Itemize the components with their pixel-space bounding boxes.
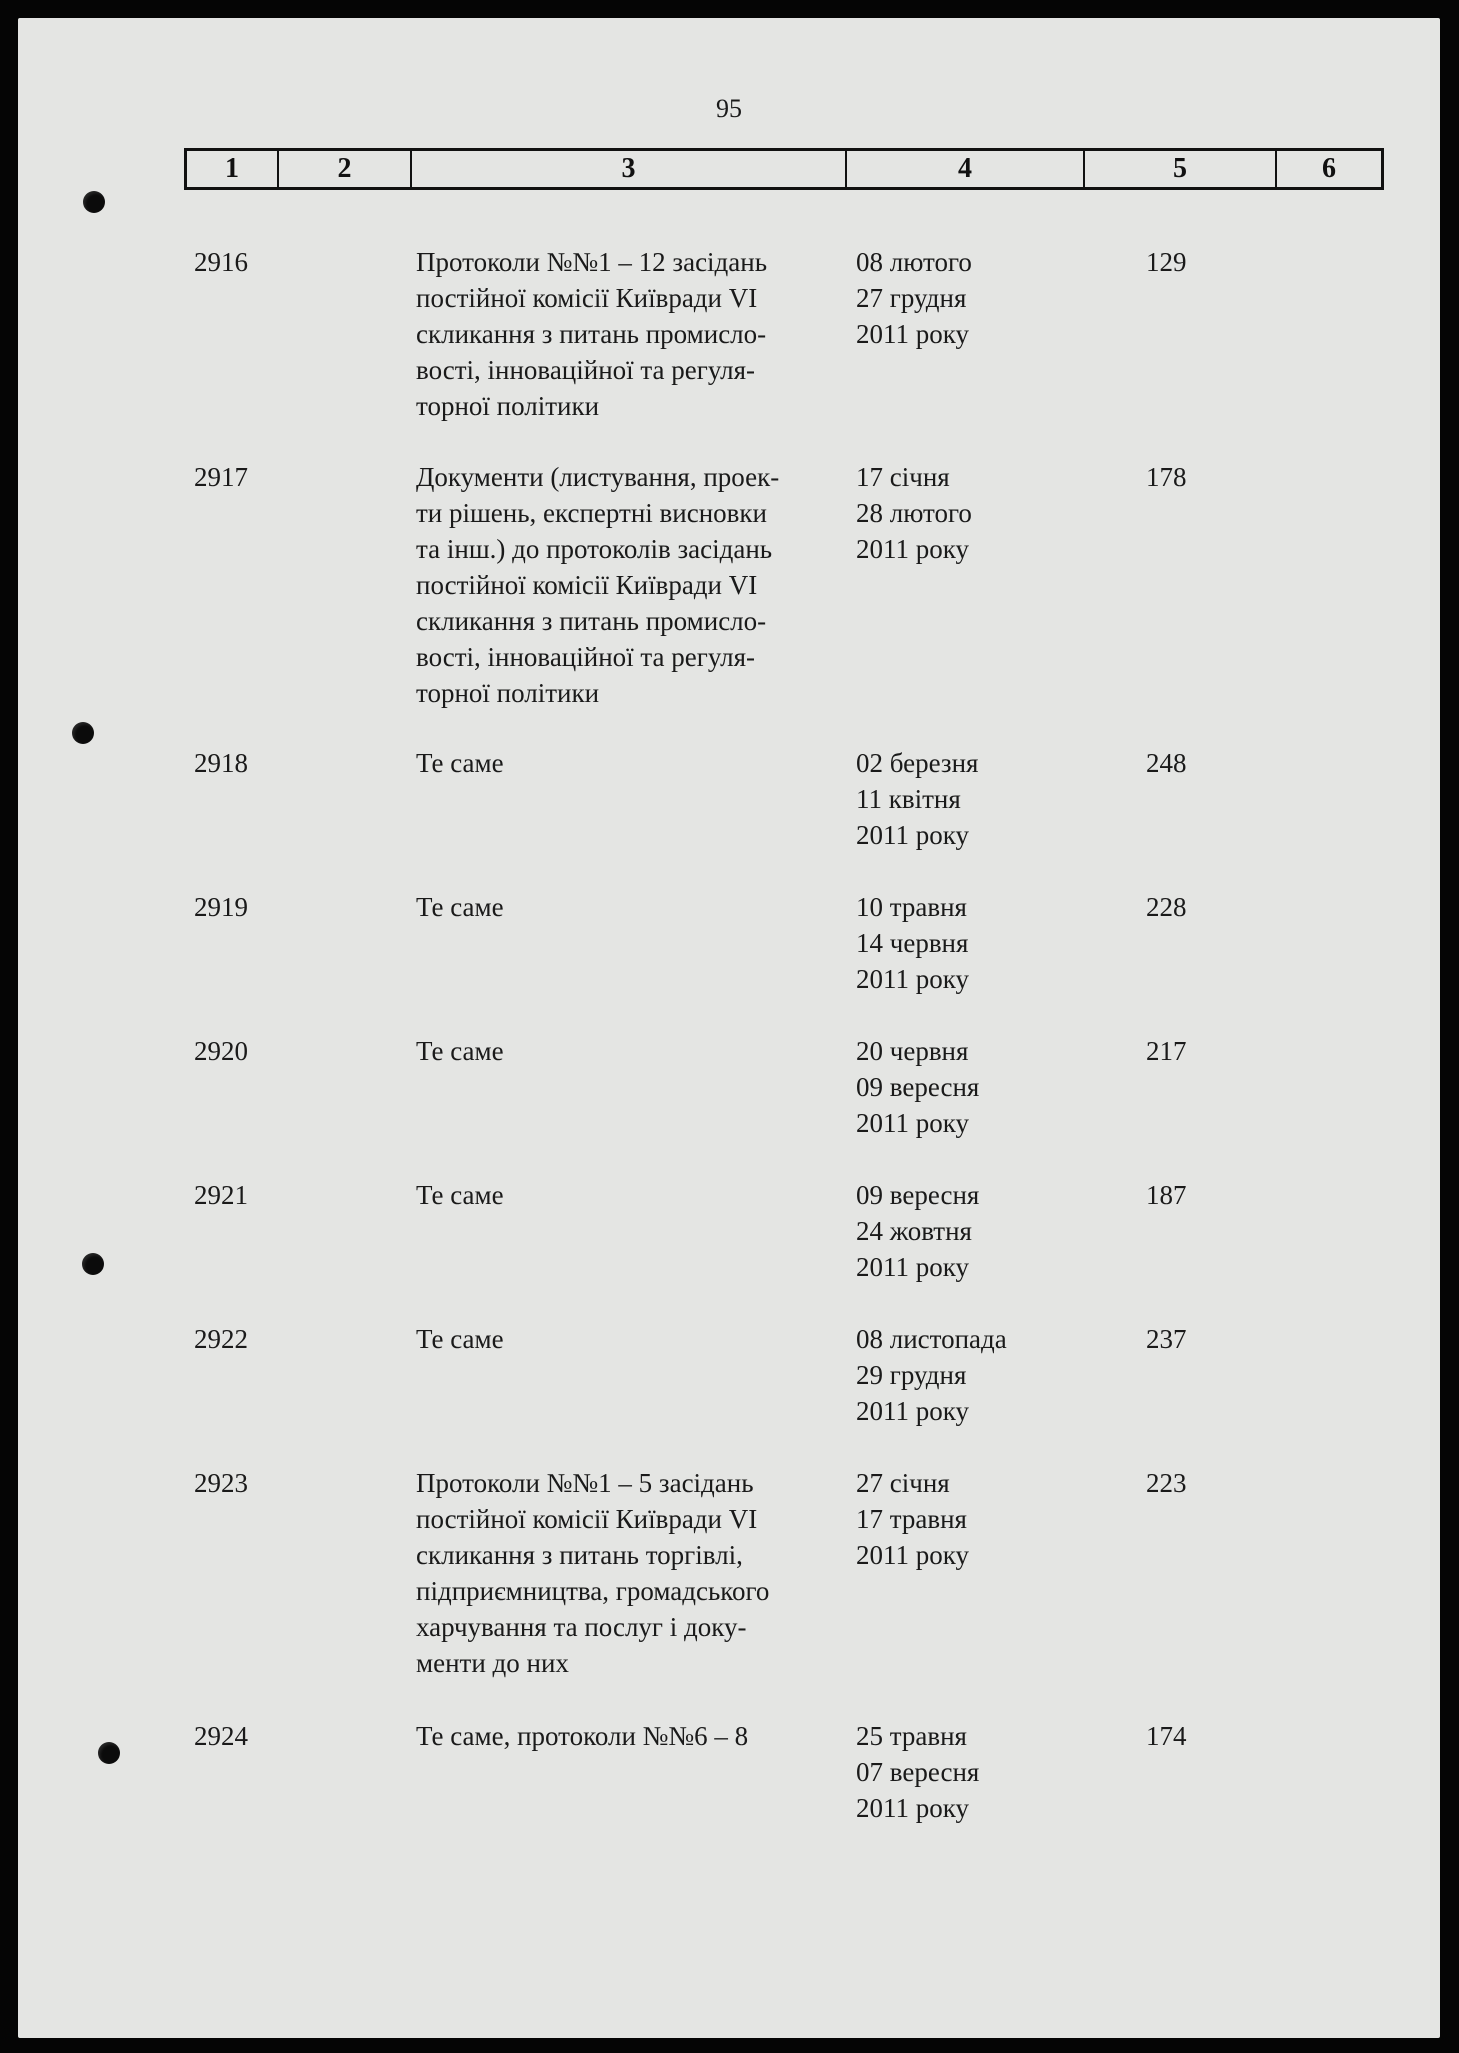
record-dates xyxy=(856,1718,1096,1826)
date-line: 14 червня xyxy=(856,928,969,958)
record-title xyxy=(416,1321,856,1357)
date-line: 02 березня xyxy=(856,748,979,778)
record-sheet-count: 129 xyxy=(1146,247,1187,277)
record-dates xyxy=(856,1177,1096,1285)
record-title xyxy=(416,889,856,925)
column-header-6: 6 xyxy=(1322,153,1336,184)
title-line: торної політики xyxy=(416,678,600,708)
date-line: 2011 року xyxy=(856,534,969,564)
record-number: 2922 xyxy=(194,1324,248,1354)
record-number: 2924 xyxy=(194,1721,248,1751)
title-line: Те саме xyxy=(416,748,504,778)
record-number: 2919 xyxy=(194,892,248,922)
date-line: 2011 року xyxy=(856,1540,969,1570)
record-sheet-count: 178 xyxy=(1146,462,1187,492)
date-line: 17 січня xyxy=(856,462,950,492)
title-line: скликання з питань торгівлі, xyxy=(416,1540,743,1570)
title-line: вості, інноваційної та регуля- xyxy=(416,642,756,672)
title-line: постійної комісії Київради VI xyxy=(416,1504,758,1534)
title-line: скликання з питань промисло- xyxy=(416,319,767,349)
title-line: Те саме xyxy=(416,1036,504,1066)
record-number: 2920 xyxy=(194,1036,248,1066)
column-header-3: 3 xyxy=(412,151,847,187)
date-line: 10 травня xyxy=(856,892,967,922)
punch-hole-3 xyxy=(82,1253,104,1275)
punch-hole-4 xyxy=(98,1742,120,1764)
record-sheet-count: 223 xyxy=(1146,1468,1187,1498)
title-line: Протоколи №№1 – 12 засідань xyxy=(416,247,768,277)
record-title xyxy=(416,1718,856,1754)
record-sheet-count: 187 xyxy=(1146,1180,1187,1210)
record-dates xyxy=(856,889,1096,997)
record-number: 2923 xyxy=(194,1468,248,1498)
title-line: скликання з питань промисло- xyxy=(416,606,767,636)
date-line: 28 лютого xyxy=(856,498,972,528)
record-title xyxy=(416,1465,856,1681)
punch-hole-2 xyxy=(72,722,94,744)
record-number: 2921 xyxy=(194,1180,248,1210)
date-line: 09 вересня xyxy=(856,1180,980,1210)
record-title xyxy=(416,244,856,424)
title-line: вості, інноваційної та регуля- xyxy=(416,355,756,385)
document-sheet xyxy=(18,18,1440,2038)
date-line: 29 грудня xyxy=(856,1360,967,1390)
record-dates xyxy=(856,459,1096,567)
record-dates xyxy=(856,1321,1096,1429)
title-line: Те саме, протоколи №№6 – 8 xyxy=(416,1721,749,1751)
title-line: та інш.) до протоколів засідань xyxy=(416,534,773,564)
date-line: 20 червня xyxy=(856,1036,969,1066)
record-title xyxy=(416,1033,856,1069)
record-sheet-count: 228 xyxy=(1146,892,1187,922)
record-dates xyxy=(856,244,1096,352)
title-line: ти рішень, експертні висновки xyxy=(416,498,767,528)
record-sheet-count: 217 xyxy=(1146,1036,1187,1066)
date-line: 09 вересня xyxy=(856,1072,980,1102)
date-line: 17 травня xyxy=(856,1504,967,1534)
title-line: Документи (листування, проек- xyxy=(416,462,780,492)
date-line: 27 грудня xyxy=(856,283,967,313)
date-line: 2011 року xyxy=(856,1396,969,1426)
punch-hole-1 xyxy=(83,191,105,213)
title-line: Протоколи №№1 – 5 засідань xyxy=(416,1468,754,1498)
column-header-2: 2 xyxy=(279,151,412,187)
column-header-5: 5 xyxy=(1085,151,1277,187)
date-line: 08 листопада xyxy=(856,1324,1007,1354)
column-header-table xyxy=(184,148,1384,190)
record-title xyxy=(416,1177,856,1213)
page-number: 95 xyxy=(716,94,742,123)
record-sheet-count: 174 xyxy=(1146,1721,1187,1751)
title-line: постійної комісії Київради VI xyxy=(416,570,758,600)
title-line: торної політики xyxy=(416,391,600,421)
record-title xyxy=(416,745,856,781)
title-line: Те саме xyxy=(416,892,504,922)
record-dates xyxy=(856,1465,1096,1573)
title-line: підприємництва, громадського xyxy=(416,1576,770,1606)
title-line: менти до них xyxy=(416,1648,569,1678)
column-header-1: 1 xyxy=(187,151,279,187)
date-line: 2011 року xyxy=(856,1793,969,1823)
date-line: 2011 року xyxy=(856,964,969,994)
date-line: 08 лютого xyxy=(856,247,972,277)
date-line: 11 квітня xyxy=(856,784,961,814)
record-number: 2918 xyxy=(194,748,248,778)
column-header-4: 4 xyxy=(847,151,1085,187)
title-line: Те саме xyxy=(416,1180,504,1210)
record-sheet-count: 237 xyxy=(1146,1324,1187,1354)
record-number: 2917 xyxy=(194,462,248,492)
record-dates xyxy=(856,745,1096,853)
date-line: 07 вересня xyxy=(856,1757,980,1787)
date-line: 24 жовтня xyxy=(856,1216,972,1246)
record-title xyxy=(416,459,856,711)
title-line: харчування та послуг і доку- xyxy=(416,1612,747,1642)
date-line: 27 січня xyxy=(856,1468,950,1498)
record-dates xyxy=(856,1033,1096,1141)
record-sheet-count: 248 xyxy=(1146,748,1187,778)
date-line: 25 травня xyxy=(856,1721,967,1751)
date-line: 2011 року xyxy=(856,319,969,349)
title-line: постійної комісії Київради VI xyxy=(416,283,758,313)
date-line: 2011 року xyxy=(856,1252,969,1282)
date-line: 2011 року xyxy=(856,820,969,850)
date-line: 2011 року xyxy=(856,1108,969,1138)
title-line: Те саме xyxy=(416,1324,504,1354)
record-number: 2916 xyxy=(194,247,248,277)
